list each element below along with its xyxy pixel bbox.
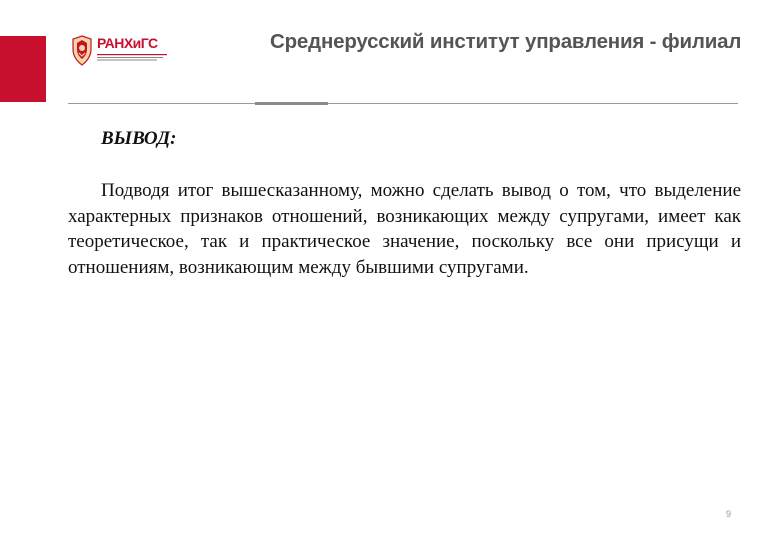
logo-subtitle-graphic <box>97 53 169 63</box>
page-number: 9 <box>726 509 732 519</box>
emblem-icon <box>70 35 94 67</box>
ranepa-logo <box>70 34 170 68</box>
section-heading: ВЫВОД: <box>101 128 177 149</box>
conclusion-paragraph: Подводя итог вышесказанному, можно сделать вывод о том, что выделение характерных признаков отношений, возникающих между супругами, имеет как теоретическое, так и практическое значение, поскольку все они присущи и отношениям, возникающим между бывшими супругами. <box>68 180 741 278</box>
header-divider-accent <box>255 102 328 105</box>
institute-title: Среднерусский институт управления - филиал <box>270 30 742 53</box>
header-divider <box>68 103 738 104</box>
logo-text: РАНХиГС <box>97 35 158 51</box>
red-accent-bar <box>0 36 46 102</box>
